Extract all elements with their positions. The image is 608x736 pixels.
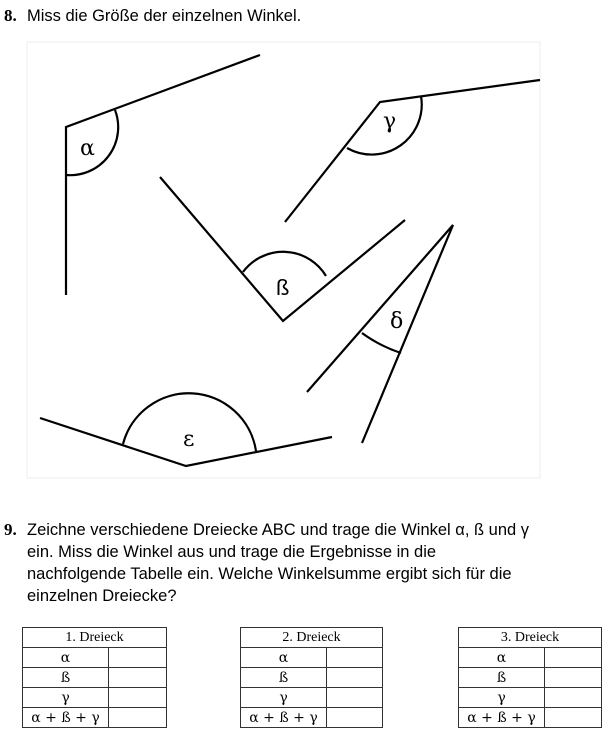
row-label: ß [23, 668, 109, 688]
row-label: α [23, 648, 109, 668]
table-title: 1. Dreieck [23, 628, 167, 648]
answer-cell[interactable] [109, 668, 167, 688]
task-9-number: 9. [4, 520, 17, 539]
label-epsilon: ε [183, 427, 195, 452]
task-9-text [27, 519, 529, 607]
row-label: α + ß + γ [459, 708, 545, 728]
label-gamma: γ [383, 109, 397, 134]
row-label: γ [241, 688, 327, 708]
answer-cell[interactable] [545, 648, 602, 668]
row-label: α + ß + γ [241, 708, 327, 728]
row-label: ß [241, 668, 327, 688]
answer-cell[interactable] [545, 708, 602, 728]
row-label: ß [459, 668, 545, 688]
task-8-text: Miss die Größe der einzelnen Winkel. [27, 7, 302, 25]
label-alpha: α [80, 136, 95, 161]
task-9-line: ein. Miss die Winkel aus und trage die Ergebnisse in die [27, 543, 437, 561]
angle-delta [307, 225, 453, 443]
row-label: γ [23, 688, 109, 708]
task-9-line: einzelnen Dreiecke? [27, 587, 177, 605]
triangle-table-3 [458, 627, 602, 728]
answer-cell[interactable] [327, 708, 383, 728]
angle-gamma [285, 80, 540, 222]
answer-cell[interactable] [109, 708, 167, 728]
answer-cell[interactable] [109, 688, 167, 708]
task-9-line: nachfolgende Tabelle ein. Welche Winkelsumme ergibt sich für die [27, 565, 512, 583]
triangle-table-2 [240, 627, 383, 728]
answer-cell[interactable] [545, 668, 602, 688]
label-delta: δ [390, 309, 404, 334]
row-label: α [241, 648, 327, 668]
task-8-number: 8. [4, 6, 17, 25]
answer-cell[interactable] [545, 688, 602, 708]
table-title: 2. Dreieck [241, 628, 383, 648]
row-label: α + ß + γ [23, 708, 109, 728]
row-label: α [459, 648, 545, 668]
triangle-table-1 [22, 627, 167, 728]
table-title: 3. Dreieck [459, 628, 602, 648]
answer-cell[interactable] [327, 688, 383, 708]
label-beta: ß [276, 275, 290, 300]
row-label: γ [459, 688, 545, 708]
answer-cell[interactable] [109, 648, 167, 668]
answer-cell[interactable] [327, 668, 383, 688]
answer-cell[interactable] [327, 648, 383, 668]
figure-border [27, 42, 540, 478]
task-9-line: Zeichne verschiedene Dreiecke ABC und trage die Winkel α, ß und γ [27, 521, 530, 539]
